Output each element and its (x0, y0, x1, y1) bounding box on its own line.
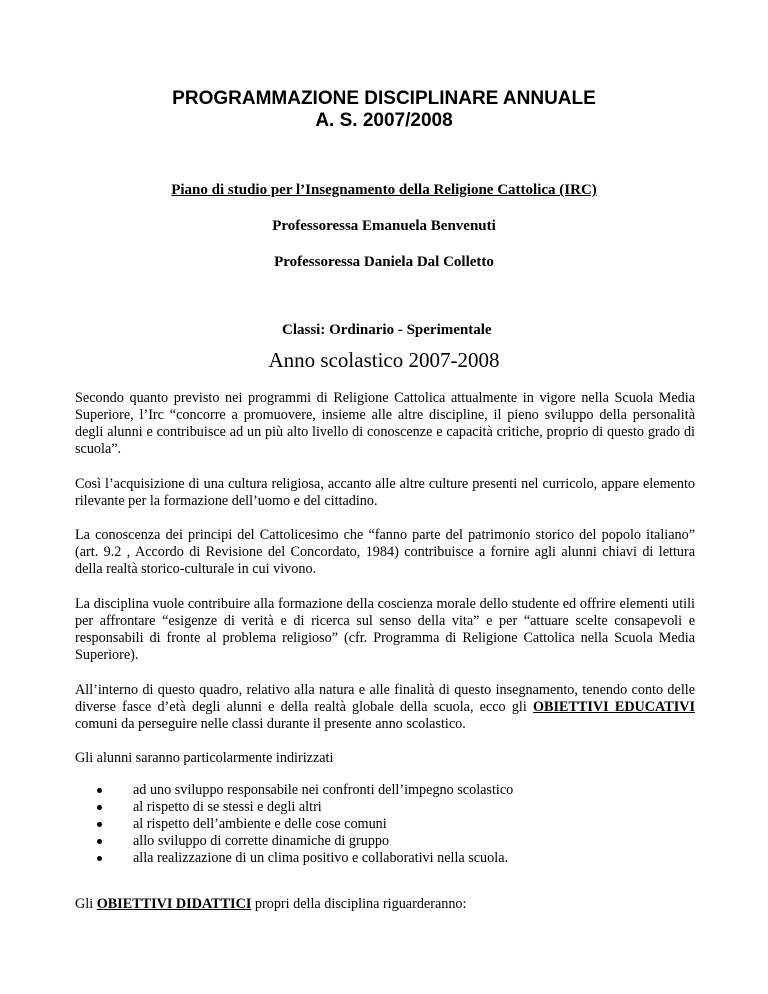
bullet-icon (97, 822, 102, 827)
bullet-icon (97, 839, 102, 844)
school-year-subtitle: Anno scolastico 2007-2008 (268, 348, 500, 372)
paragraph-text: comuni da perseguire nelle classi durante il presente anno scolastico. (75, 716, 466, 732)
paragraph-students: Gli alunni saranno particolarmente indirizzati (75, 750, 334, 766)
paragraph-didactic-goals (75, 896, 695, 913)
bullet-icon (97, 856, 102, 861)
plan-title: Piano di studio per l’Insegnamento della Religione Cattolica (IRC) (171, 182, 597, 198)
paragraph-intro: Secondo quanto previsto nei programmi di Religione Cattolica attualmente in vigore nella Scuola Media Superiore, l’Irc “concorre a promuovere, insieme alle altre discipline, il pieno sviluppo della personalità degli alunni e contribuisce ad un più alto livello di conoscenze e capacità critiche, proprio di questo grado di scuola”. (75, 390, 695, 457)
list-item-text: ad uno sviluppo responsabile nei confronti dell’impegno scolastico (133, 782, 514, 798)
teacher-name: Professoressa Emanuela Benvenuti (272, 218, 496, 234)
paragraph-discipline: La disciplina vuole contribuire alla formazione della coscienza morale dello studente ed offrire elementi utili per affrontare “esigenze di verità e di ricerca sul senso della vita” e per “attuare scelte consapevoli e responsabili di fronte al problema religioso” (cfr. Programma di Religione Cattolica nella Scuola Media Superiore). (75, 596, 695, 663)
list-item (75, 782, 513, 799)
school-year-heading: A. S. 2007/2008 (315, 110, 453, 131)
list-item-text: allo sviluppo di corrette dinamiche di gruppo (133, 833, 390, 849)
paragraph-text: propri della disciplina riguarderanno: (251, 896, 467, 912)
didactic-goals-heading: OBIETTIVI DIDATTICI (96, 896, 252, 912)
document-title: PROGRAMMAZIONE DISCIPLINARE ANNUALE (172, 88, 596, 109)
paragraph-culture: Così l’acquisizione di una cultura religiosa, accanto alle altre culture presenti nel curricolo, appare elemento rilevante per la formazione dell’uomo e del cittadino. (75, 476, 695, 509)
bullet-icon (97, 805, 102, 810)
paragraph-text: Gli (75, 896, 97, 912)
list-item (75, 850, 513, 867)
educational-goals-heading: OBIETTIVI EDUCATIVI (532, 699, 695, 715)
list-item-text: alla realizzazione di un clima positivo e collaborativi nella scuola. (133, 850, 509, 866)
list-item (75, 799, 513, 816)
list-item (75, 816, 513, 833)
paragraph-principles: La conoscenza dei principi del Cattolicesimo che “fanno parte del patrimonio storico del popolo italiano” (art. 9.2 , Accordo di Revisione del Concordato, 1984) contribuisce a fornire agli alunni chiavi di lettura della realtà storico-culturale in cui vivono. (75, 527, 695, 577)
paragraph-text: All’interno di questo quadro, relativo alla natura e alle finalità di questo insegnamento, tenendo conto delle diverse fasce d’età degli alunni e della realtà globale della scuola, ecco gli (75, 682, 695, 715)
bullet-icon (97, 788, 102, 793)
list-item (75, 833, 513, 850)
teacher-name: Professoressa Daniela Dal Colletto (274, 254, 494, 270)
bullet-list (75, 782, 513, 867)
classes-label: Classi: Ordinario - Sperimentale (282, 322, 492, 338)
list-item-text: al rispetto dell’ambiente e delle cose comuni (133, 816, 387, 832)
paragraph-educational-goals (75, 682, 695, 733)
list-item-text: al rispetto di se stessi e degli altri (133, 799, 322, 815)
